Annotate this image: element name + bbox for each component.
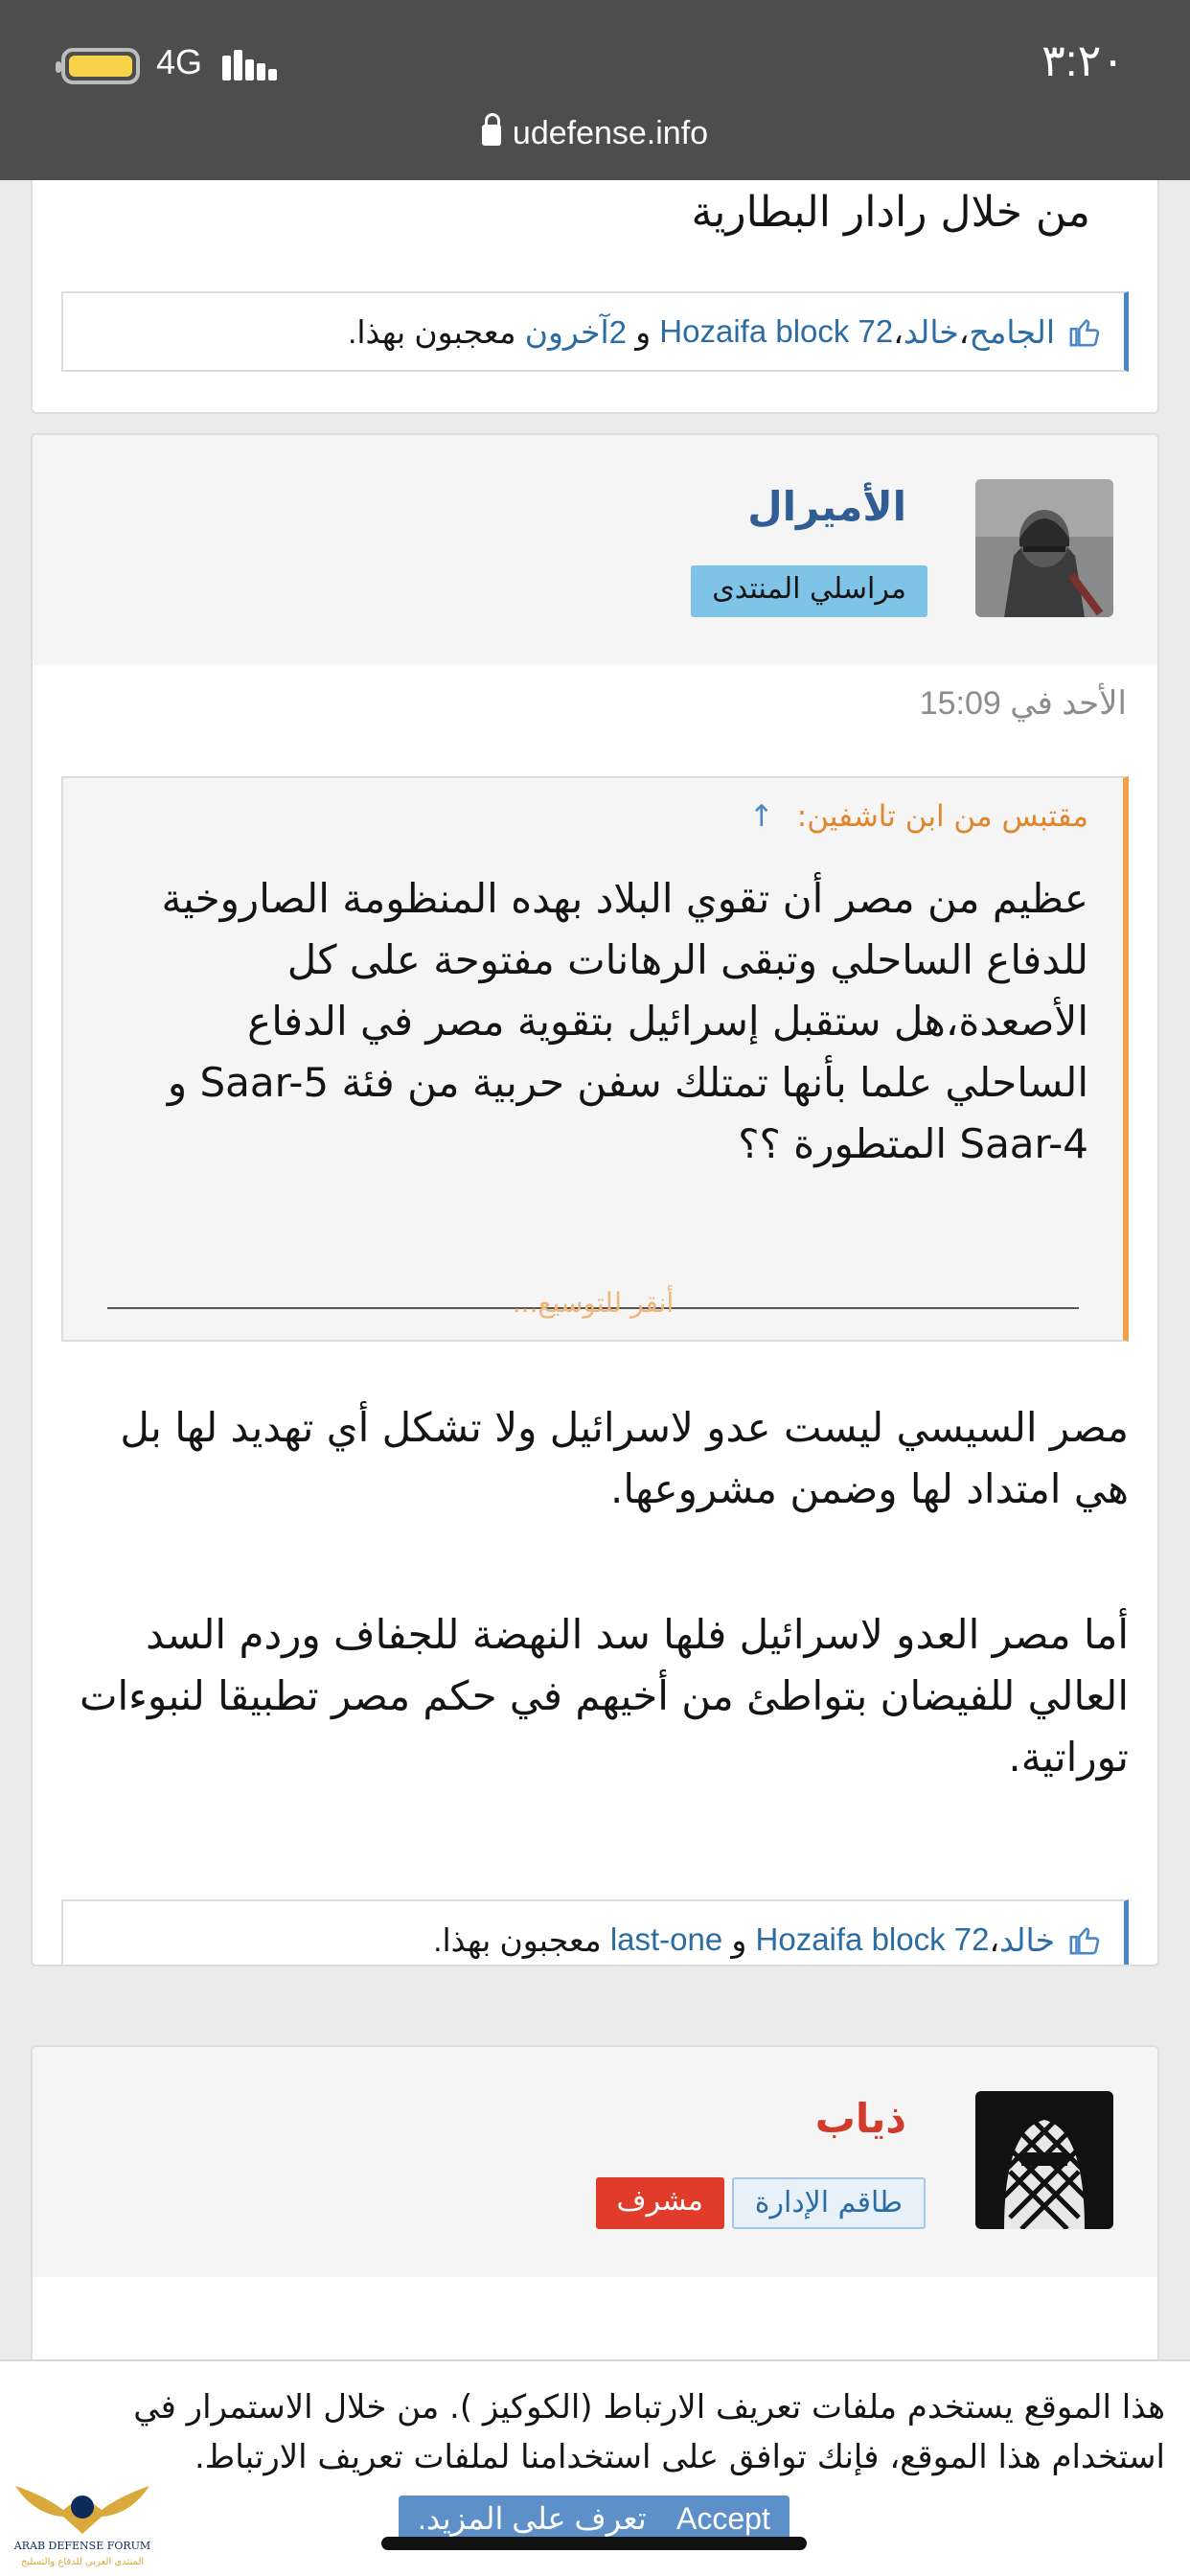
quote-author-label: مقتبس من ابن تاشفين:	[796, 799, 1088, 834]
clock: ٣:٢٠	[1041, 35, 1125, 85]
likes-others-link[interactable]: 2آخرون	[524, 313, 628, 350]
role-badge: مراسلي المنتدى	[691, 565, 927, 617]
network-type: 4G	[156, 42, 203, 81]
post-text-cut: من خلال رادار البطارية	[691, 188, 1090, 237]
likes-bar: خالد ، Hozaifa block 72 و last-one معجبون بهذا.	[61, 1899, 1129, 1966]
thumbs-up-icon	[1068, 1923, 1101, 1956]
home-indicator[interactable]	[381, 2537, 807, 2550]
likes-suffix: معجبون بهذا.	[348, 313, 516, 350]
post-body-paragraph: مصر السيسي ليست عدو لاسرائيل ولا تشكل أي تهديد لها بل هي امتداد لها وضمن مشروعها.	[120, 1404, 1129, 1512]
battery-icon	[61, 48, 140, 84]
svg-text:المنتدى العربي للدفاع والتسليح: المنتدى العربي للدفاع والتسليح	[20, 2557, 145, 2567]
post-card	[31, 433, 1159, 1966]
svg-text:ARAB DEFENSE FORUM: ARAB DEFENSE FORUM	[13, 2540, 151, 2552]
learn-more-button[interactable]: تعرف على المزيد.	[399, 2496, 666, 2543]
quote-header[interactable]	[749, 799, 1088, 834]
user-avatar[interactable]	[975, 479, 1113, 617]
like-user-link[interactable]: last-one	[609, 1921, 723, 1957]
address-bar[interactable]	[0, 115, 1190, 152]
quote-expand-link[interactable]: أنقر للتوسيع...	[512, 1287, 675, 1319]
like-user-link[interactable]: خالد	[999, 1921, 1055, 1958]
lock-icon	[482, 125, 501, 146]
post-body-paragraph: أما مصر العدو لاسرائيل فلها سد النهضة للجفاف وردم السد العالي للفيضان بتواطئ من أخيهم في حكم مصر تطبيقا لنبوءات توراتية.	[79, 1611, 1129, 1781]
like-user-link[interactable]: Hozaifa block 72	[659, 313, 894, 349]
post-date[interactable]: الأحد في 15:09	[919, 685, 1127, 722]
username[interactable]: ذياب	[814, 2095, 906, 2142]
likes-bar: الجامح ، خالد ، Hozaifa block 72 و 2آخرون معجبون بهذا.	[61, 291, 1129, 372]
quote-block	[61, 776, 1129, 1342]
and-word: و	[731, 1921, 747, 1958]
staff-badge: طاقم الإدارة	[732, 2177, 926, 2229]
like-user-link[interactable]: خالد	[903, 313, 959, 350]
previous-post	[31, 161, 1159, 414]
url-text: udefense.info	[512, 115, 709, 151]
jump-arrow-icon[interactable]: ↑	[748, 799, 774, 834]
browser-top-bar	[0, 0, 1190, 180]
likes-suffix: معجبون بهذا.	[433, 1921, 602, 1958]
cookie-notice-text: هذا الموقع يستخدم ملفات تعريف الارتباط (الكوكيز ). من خلال الاستمرار في استخدام هذا الموقع، فإنك توافق على استخدامنا لملفات تعريف الارتباط.	[133, 2388, 1165, 2476]
username[interactable]: الأميرال	[747, 483, 906, 530]
like-user-link[interactable]: Hozaifa block 72	[755, 1921, 990, 1957]
and-word: و	[635, 313, 652, 350]
site-logo	[6, 2457, 159, 2572]
thumbs-up-icon	[1068, 315, 1101, 348]
quote-text: عظيم من مصر أن تقوي البلاد بهده المنظومة الصاروخية للدفاع الساحلي وتبقى الرهانات مفتوحة على كل الأصعدة،هل ستقبل إسرائيل بتقوية مصر في الدفاع الساحلي علما بأنها تمتلك سفن حربية من فئة Saar-5 و Saar-4 المتطورة ؟؟	[161, 875, 1088, 1167]
signal-icon	[222, 50, 278, 80]
accept-button[interactable]: Accept	[657, 2496, 790, 2543]
moderator-badge: مشرف	[596, 2177, 724, 2229]
like-user-link[interactable]: الجامح	[969, 313, 1055, 350]
user-avatar[interactable]	[975, 2091, 1113, 2229]
